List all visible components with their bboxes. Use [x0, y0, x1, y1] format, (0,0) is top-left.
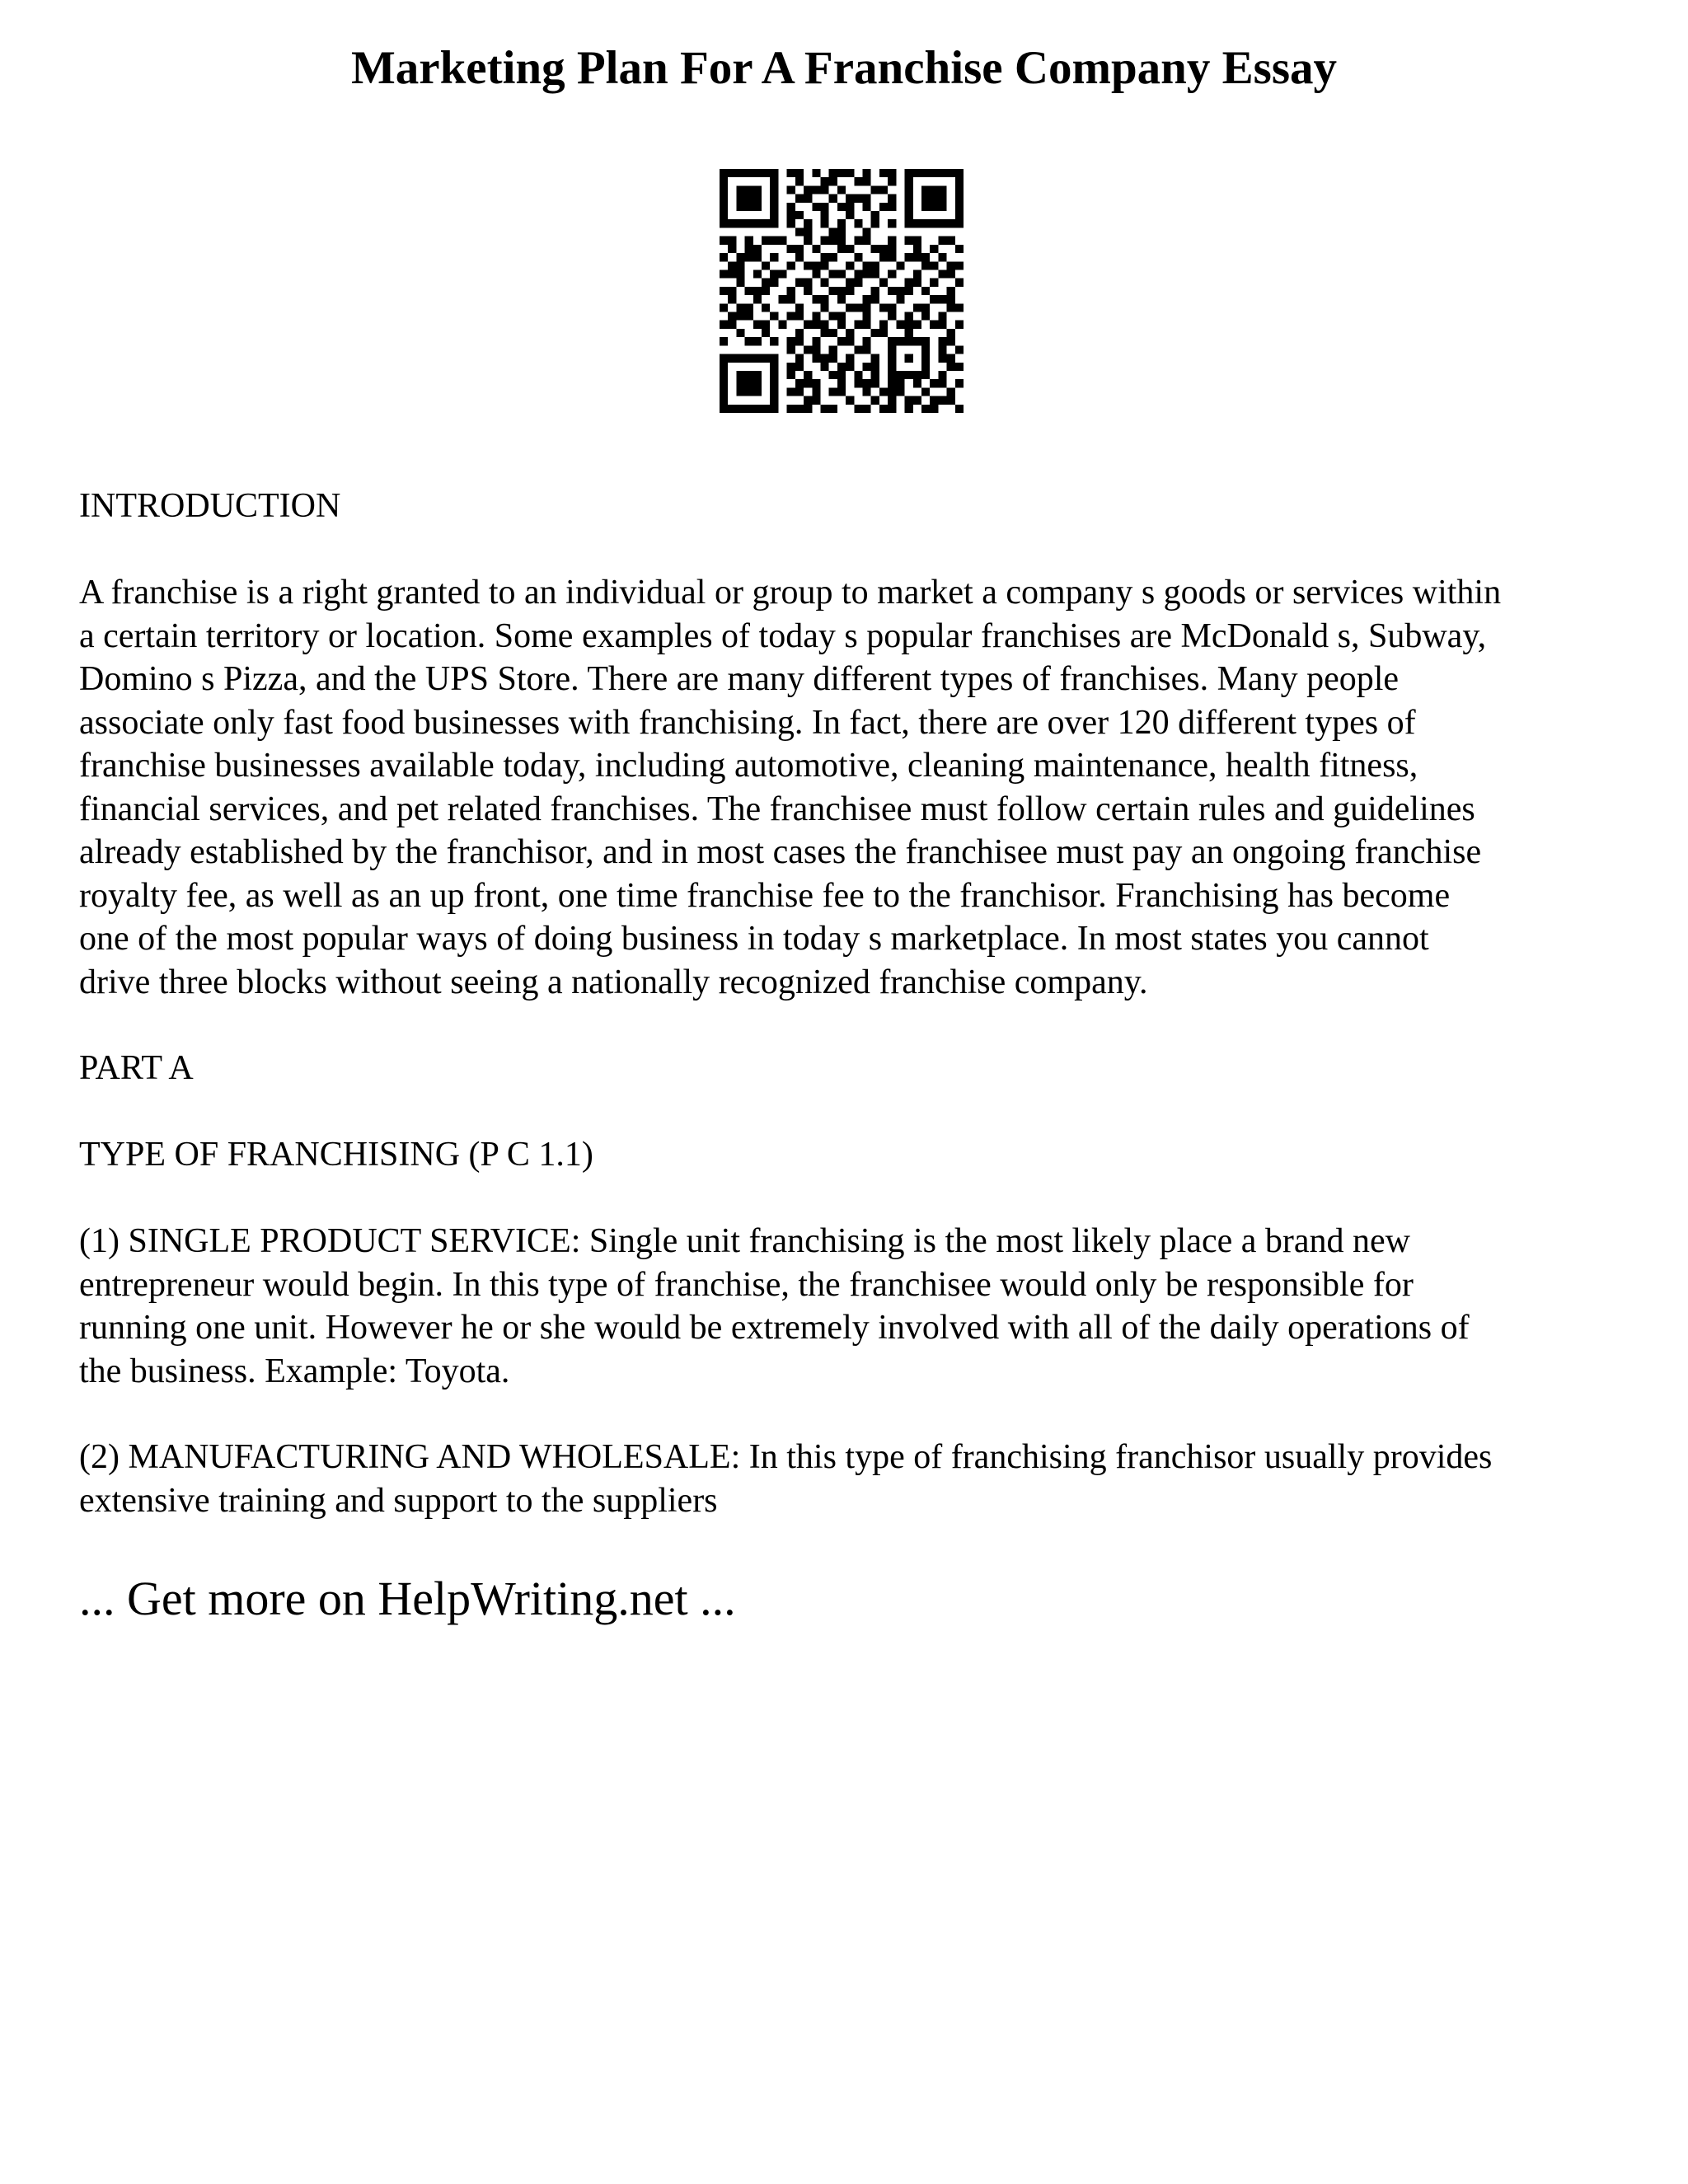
paragraph-line: the business. Example: Toyota.	[79, 1352, 510, 1390]
paragraph-line: associate only fast food businesses with franchising. In fact, there are over 120 different types of	[79, 703, 1416, 742]
introduction-paragraph	[79, 571, 1629, 1004]
single-product-service-paragraph	[79, 1220, 1629, 1393]
manufacturing-wholesale-paragraph	[79, 1436, 1629, 1522]
section-heading-type-of-franchising: TYPE OF FRANCHISING (P C 1.1)	[79, 1136, 593, 1174]
paragraph-line: Domino s Pizza, and the UPS Store. There are many different types of franchises. Many people	[79, 660, 1400, 698]
paragraph-line: A franchise is a right granted to an individual or group to market a company s goods or services within	[79, 574, 1502, 612]
document-title: Marketing Plan For A Franchise Company Essay	[351, 42, 1337, 94]
paragraph-line: (2) MANUFACTURING AND WHOLESALE: In this type of franchising franchisor usually provides	[79, 1438, 1493, 1476]
paragraph-line: running one unit. However he or she would be extremely involved with all of the daily operations of	[79, 1309, 1470, 1347]
paragraph-line: already established by the franchisor, and in most cases the franchisee must pay an ongoing franchise	[79, 833, 1482, 871]
paragraph-line: (1) SINGLE PRODUCT SERVICE: Single unit franchising is the most likely place a brand new	[79, 1222, 1410, 1260]
paragraph-line: royalty fee, as well as an up front, one time franchise fee to the franchisor. Franchising has become	[79, 876, 1451, 915]
paragraph-line: a certain territory or location. Some examples of today s popular franchises are McDonald s, Subway,	[79, 616, 1487, 655]
section-heading-part-a: PART A	[79, 1049, 194, 1087]
paragraph-line: entrepreneur would begin. In this type of franchise, the franchisee would only be responsible for	[79, 1265, 1414, 1304]
paragraph-line: franchise businesses available today, including automotive, cleaning maintenance, health fitness,	[79, 747, 1418, 785]
paragraph-line: drive three blocks without seeing a nationally recognized franchise company.	[79, 963, 1148, 1001]
get-more-link[interactable]: ... Get more on HelpWriting.net ...	[79, 1572, 736, 1625]
paragraph-line: extensive training and support to the suppliers	[79, 1481, 718, 1520]
section-heading-introduction: INTRODUCTION	[79, 487, 341, 525]
qr-code[interactable]	[720, 169, 964, 413]
paragraph-line: one of the most popular ways of doing business in today s marketplace. In most states you cannot	[79, 920, 1429, 958]
paragraph-line: financial services, and pet related franchises. The franchisee must follow certain rules and guidelines	[79, 790, 1475, 828]
